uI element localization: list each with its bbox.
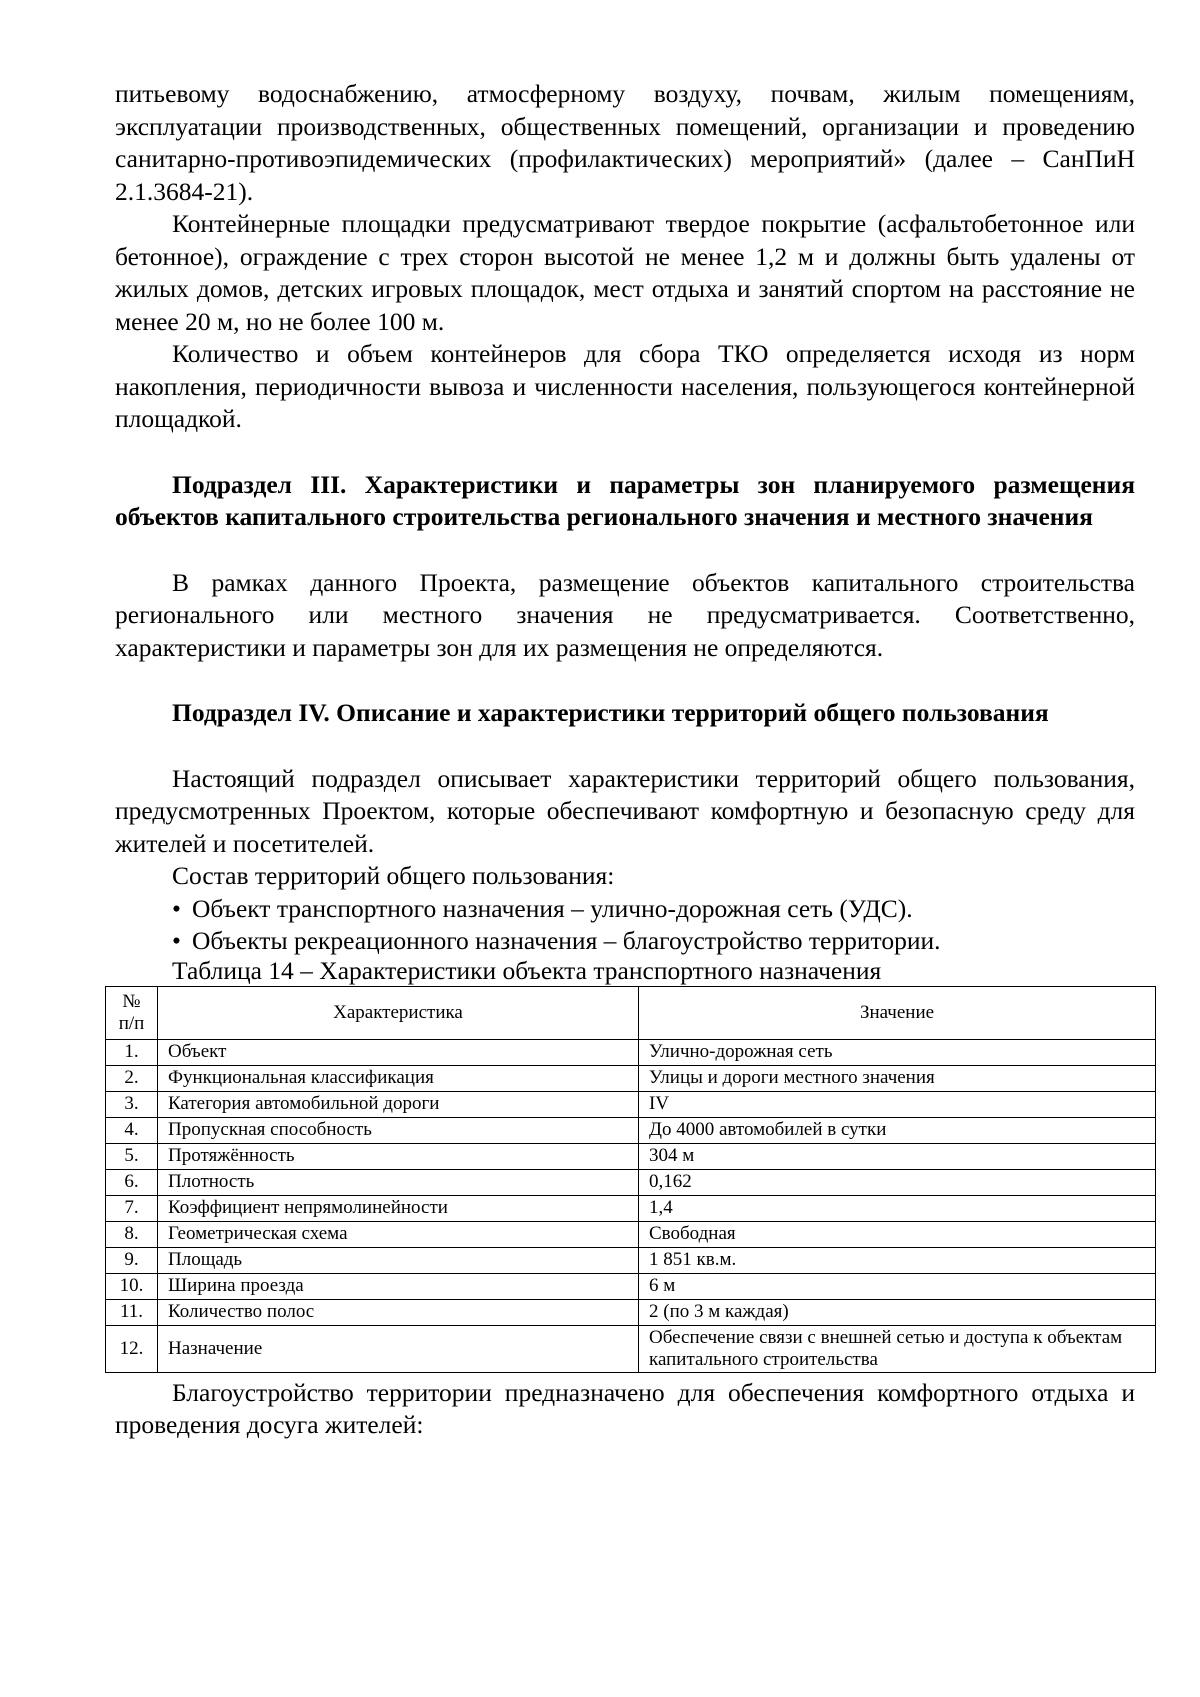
bullet-icon: •: [172, 926, 181, 955]
list-item: • Объект транспортного назначения – улично-дорожная сеть (УДС).: [115, 893, 1135, 926]
table-row: 7. Коэффициент непрямолинейности 1,4: [106, 1195, 1156, 1221]
paragraph-container-sites: Контейнерные площадки предусматривают твердое покрытие (асфальтобетонное или бетонное), ограждение с трех сторон высотой не менее 1,2 м и должны быть удалены от жилых домов, детских игровых площадок, мест отдыха и занятий спортом на расстояние не менее 20 м, но не более 100 м.: [115, 209, 1135, 336]
header-characteristic: Характеристика: [158, 986, 639, 1039]
paragraph-project-scope: В рамках данного Проекта, размещение объектов капитального строительства регионального или местного значения не предусматривается. Соответственно, характеристики и параметры зон для их размещения не определяются.: [115, 567, 1135, 662]
heading-subsection-3: Подраздел III. Характеристики и параметры зон планируемого размещения объектов капитального строительства регионального значения и местного значения: [115, 469, 1135, 531]
document-page: [115, 78, 1135, 1442]
transport-characteristics-table: [105, 986, 1156, 1373]
table-row: 4. Пропускная способность До 4000 автомобилей в сутки: [106, 1117, 1156, 1143]
table-caption: Таблица 14 – Характеристики объекта транспортного назначения: [172, 955, 882, 985]
paragraph-public-territories: Настоящий подраздел описывает характеристики территорий общего пользования, предусмотренных Проектом, которые обеспечивают комфортную и безопасную среду для жителей и посетителей.: [115, 763, 1135, 858]
table-row: 12. Назначение Обеспечение связи с внешней сетью и доступа к объектам капитального строительства: [106, 1325, 1156, 1372]
table-row: 2. Функциональная классификация Улицы и дороги местного значения: [106, 1065, 1156, 1091]
paragraph-landscaping: Благоустройство территории предназначено для обеспечения комфортного отдыха и проведения досуга жителей:: [115, 1377, 1135, 1439]
heading-subsection-4: Подраздел IV. Описание и характеристики территорий общего пользования: [172, 698, 1049, 727]
table-row: 10. Ширина проезда 6 м: [106, 1273, 1156, 1299]
territory-list: [115, 893, 1135, 958]
table-row: 8. Геометрическая схема Свободная: [106, 1221, 1156, 1247]
bullet-icon: •: [172, 893, 181, 923]
table-row: 11. Количество полос 2 (по 3 м каждая): [106, 1299, 1156, 1325]
header-value: Значение: [639, 986, 1156, 1039]
table-header-row: [106, 986, 1156, 1039]
table-row: 9. Площадь 1 851 кв.м.: [106, 1247, 1156, 1273]
paragraph-sanpin: питьевому водоснабжению, атмосферному воздуху, почвам, жилым помещениям, эксплуатации производственных, общественных помещений, организации и проведению санитарно-противоэпидемических (профилактических) мероприятий» (далее – СанПиН 2.1.3684-21).: [115, 79, 1135, 206]
table-row: 3. Категория автомобильной дороги IV: [106, 1091, 1156, 1117]
table-row: 6. Плотность 0,162: [106, 1169, 1156, 1195]
paragraph-container-volume: Количество и объем контейнеров для сбора ТКО определяется исходя из норм накопления, периодичности вывоза и численности населения, пользующегося контейнерной площадкой.: [115, 339, 1135, 433]
table-row: 5. Протяжённость 304 м: [106, 1143, 1156, 1169]
paragraph-composition: Состав территорий общего пользования:: [172, 861, 615, 890]
list-item: • Объекты рекреационного назначения – благоустройство территории.: [115, 925, 1135, 958]
header-number: № п/п: [106, 986, 158, 1039]
table-row: 1. Объект Улично-дорожная сеть: [106, 1039, 1156, 1065]
